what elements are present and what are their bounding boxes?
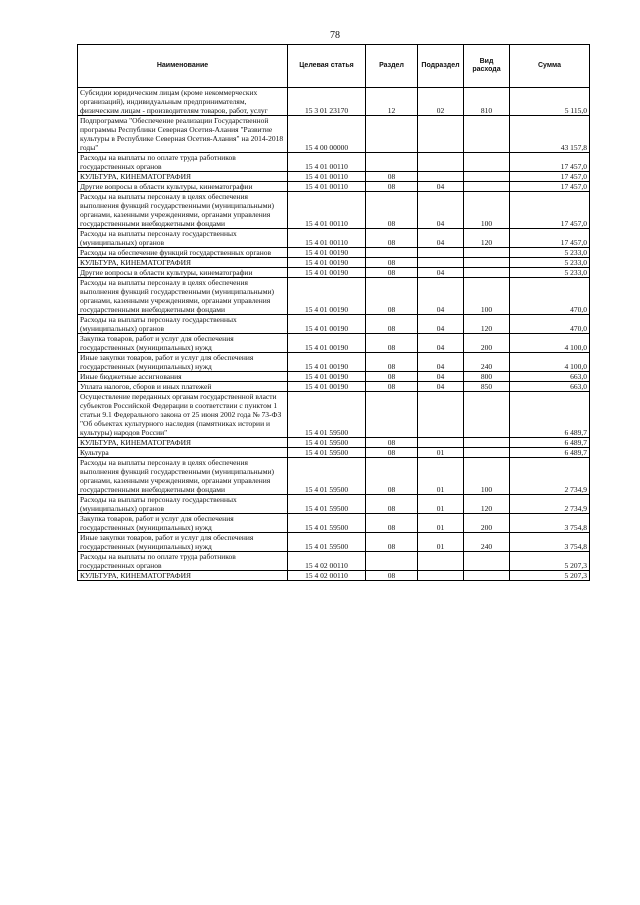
cell-amount: 2 734,9 — [510, 458, 590, 495]
cell-amount: 5 207,3 — [510, 571, 590, 581]
cell-target: 15 4 01 00110 — [288, 172, 366, 182]
cell-expense-type: 200 — [464, 334, 510, 353]
cell-subsection: 04 — [418, 182, 464, 192]
cell-name: Расходы на выплаты персоналу в целях обеспечения выполнения функций государственными (муниципальными) органами, казенными учреждениями, органами управления государственными внебюджетными фондами — [78, 458, 288, 495]
cell-target: 15 4 00 00000 — [288, 116, 366, 153]
budget-table — [77, 44, 590, 581]
cell-target: 15 4 01 00190 — [288, 353, 366, 372]
table-row — [78, 334, 590, 353]
cell-expense-type: 100 — [464, 278, 510, 315]
cell-amount: 470,0 — [510, 315, 590, 334]
cell-amount: 5 233,0 — [510, 248, 590, 258]
cell-name: Осуществление переданных органам государственной власти субъектов Российской Федерации в соответствии с пунктом 1 статьи 9.1 Федерального закона от 25 июня 2002 года № 73-ФЗ "Об объектах культурного наследия (памятниках истории и культуры) народов России" — [78, 392, 288, 438]
cell-subsection: 01 — [418, 514, 464, 533]
cell-section: 08 — [366, 315, 418, 334]
cell-name: Расходы на выплаты персоналу государственных (муниципальных) органов — [78, 229, 288, 248]
cell-expense-type: 850 — [464, 382, 510, 392]
cell-subsection: 04 — [418, 353, 464, 372]
table-row — [78, 353, 590, 372]
cell-name: Расходы на выплаты персоналу в целях обеспечения выполнения функций государственными (муниципальными) органами, казенными учреждениями, органами управления государственными внебюджетными фондами — [78, 192, 288, 229]
cell-amount: 5 233,0 — [510, 258, 590, 268]
cell-expense-type — [464, 552, 510, 571]
cell-section — [366, 248, 418, 258]
cell-name: Культура — [78, 448, 288, 458]
table-row — [78, 458, 590, 495]
cell-target: 15 4 01 59500 — [288, 448, 366, 458]
cell-section: 08 — [366, 514, 418, 533]
cell-name: КУЛЬТУРА, КИНЕМАТОГРАФИЯ — [78, 172, 288, 182]
cell-target: 15 4 01 00190 — [288, 278, 366, 315]
cell-expense-type: 100 — [464, 458, 510, 495]
cell-expense-type: 240 — [464, 353, 510, 372]
cell-target: 15 4 01 00110 — [288, 192, 366, 229]
cell-target: 15 4 01 00190 — [288, 315, 366, 334]
cell-subsection: 04 — [418, 315, 464, 334]
cell-expense-type — [464, 392, 510, 438]
cell-subsection: 04 — [418, 278, 464, 315]
cell-expense-type — [464, 172, 510, 182]
cell-subsection: 04 — [418, 382, 464, 392]
cell-section: 08 — [366, 334, 418, 353]
cell-target: 15 3 01 23170 — [288, 88, 366, 116]
table-row — [78, 382, 590, 392]
cell-expense-type: 240 — [464, 533, 510, 552]
cell-amount: 6 489,7 — [510, 448, 590, 458]
cell-target: 15 4 01 00190 — [288, 268, 366, 278]
cell-name: Другие вопросы в области культуры, кинематографии — [78, 268, 288, 278]
cell-expense-type: 800 — [464, 372, 510, 382]
cell-subsection: 04 — [418, 229, 464, 248]
table-row — [78, 533, 590, 552]
cell-expense-type: 200 — [464, 514, 510, 533]
table-row — [78, 392, 590, 438]
cell-name: Иные бюджетные ассигнования — [78, 372, 288, 382]
cell-section: 08 — [366, 372, 418, 382]
cell-name: Другие вопросы в области культуры, кинематографии — [78, 182, 288, 192]
cell-target: 15 4 01 00190 — [288, 258, 366, 268]
table-row — [78, 258, 590, 268]
table-row — [78, 552, 590, 571]
cell-subsection — [418, 172, 464, 182]
cell-target: 15 4 01 00190 — [288, 334, 366, 353]
header-subsection: Подраздел — [418, 45, 464, 88]
cell-amount: 17 457,0 — [510, 229, 590, 248]
cell-section: 08 — [366, 353, 418, 372]
table-row — [78, 268, 590, 278]
table-row — [78, 571, 590, 581]
cell-target: 15 4 01 00190 — [288, 248, 366, 258]
cell-section: 08 — [366, 172, 418, 182]
table-row — [78, 438, 590, 448]
page-number: 78 — [330, 30, 340, 41]
cell-subsection — [418, 571, 464, 581]
cell-subsection: 04 — [418, 372, 464, 382]
cell-expense-type: 120 — [464, 315, 510, 334]
cell-name: Расходы на выплаты по оплате труда работников государственных органов — [78, 153, 288, 172]
cell-section: 12 — [366, 88, 418, 116]
cell-target: 15 4 01 00110 — [288, 229, 366, 248]
cell-name: КУЛЬТУРА, КИНЕМАТОГРАФИЯ — [78, 438, 288, 448]
cell-section: 08 — [366, 571, 418, 581]
table-row — [78, 153, 590, 172]
cell-subsection — [418, 153, 464, 172]
cell-target: 15 4 01 59500 — [288, 514, 366, 533]
cell-subsection: 01 — [418, 458, 464, 495]
cell-subsection — [418, 248, 464, 258]
cell-target: 15 4 01 59500 — [288, 458, 366, 495]
cell-expense-type — [464, 248, 510, 258]
cell-target: 15 4 01 00190 — [288, 382, 366, 392]
cell-subsection: 04 — [418, 192, 464, 229]
cell-target: 15 4 02 00110 — [288, 552, 366, 571]
cell-amount: 17 457,0 — [510, 172, 590, 182]
cell-section: 08 — [366, 268, 418, 278]
cell-expense-type: 120 — [464, 495, 510, 514]
cell-section: 08 — [366, 382, 418, 392]
cell-name: Закупка товаров, работ и услуг для обеспечения государственных (муниципальных) нужд — [78, 514, 288, 533]
cell-subsection — [418, 392, 464, 438]
cell-name: Расходы на выплаты персоналу в целях обеспечения выполнения функций государственными (муниципальными) органами, казенными учреждениями, органами управления государственными внебюджетными фондами — [78, 278, 288, 315]
cell-section: 08 — [366, 258, 418, 268]
cell-name: Закупка товаров, работ и услуг для обеспечения государственных (муниципальных) нужд — [78, 334, 288, 353]
cell-amount: 17 457,0 — [510, 192, 590, 229]
cell-amount: 17 457,0 — [510, 182, 590, 192]
cell-section: 08 — [366, 278, 418, 315]
cell-target: 15 4 01 59500 — [288, 438, 366, 448]
cell-subsection: 01 — [418, 533, 464, 552]
cell-name: Расходы на выплаты по оплате труда работников государственных органов — [78, 552, 288, 571]
cell-expense-type: 100 — [464, 192, 510, 229]
cell-amount: 663,0 — [510, 372, 590, 382]
table-row — [78, 182, 590, 192]
table-row — [78, 172, 590, 182]
cell-expense-type — [464, 116, 510, 153]
cell-expense-type — [464, 258, 510, 268]
cell-amount: 4 100,0 — [510, 334, 590, 353]
cell-section: 08 — [366, 182, 418, 192]
cell-name: Подпрограмма "Обеспечение реализации Государственной программы Республики Северная Осетия-Алания "Развитие культуры в Республике Северная Осетия-Алания" на 2014-2018 годы" — [78, 116, 288, 153]
cell-name: Расходы на выплаты персоналу государственных (муниципальных) органов — [78, 495, 288, 514]
cell-expense-type — [464, 182, 510, 192]
table-row — [78, 315, 590, 334]
cell-expense-type — [464, 268, 510, 278]
cell-section: 08 — [366, 458, 418, 495]
cell-name: Расходы на обеспечение функций государственных органов — [78, 248, 288, 258]
cell-section — [366, 552, 418, 571]
cell-section: 08 — [366, 438, 418, 448]
cell-target: 15 4 01 00110 — [288, 153, 366, 172]
cell-section — [366, 153, 418, 172]
cell-section: 08 — [366, 192, 418, 229]
cell-section: 08 — [366, 229, 418, 248]
cell-target: 15 4 01 00110 — [288, 182, 366, 192]
cell-expense-type — [464, 438, 510, 448]
cell-amount: 5 233,0 — [510, 268, 590, 278]
cell-name: Уплата налогов, сборов и иных платежей — [78, 382, 288, 392]
cell-amount: 17 457,0 — [510, 153, 590, 172]
cell-amount: 3 754,8 — [510, 514, 590, 533]
cell-target: 15 4 01 00190 — [288, 372, 366, 382]
table-row — [78, 248, 590, 258]
header-target: Целевая статья — [288, 45, 366, 88]
cell-amount: 5 207,3 — [510, 552, 590, 571]
cell-name: Иные закупки товаров, работ и услуг для обеспечения государственных (муниципальных) нужд — [78, 353, 288, 372]
cell-amount: 6 489,7 — [510, 438, 590, 448]
cell-target: 15 4 01 59500 — [288, 392, 366, 438]
header-section: Раздел — [366, 45, 418, 88]
table-row — [78, 229, 590, 248]
cell-name: Расходы на выплаты персоналу государственных (муниципальных) органов — [78, 315, 288, 334]
table-row — [78, 88, 590, 116]
cell-subsection — [418, 552, 464, 571]
cell-section: 08 — [366, 448, 418, 458]
cell-section: 08 — [366, 533, 418, 552]
cell-amount: 2 734,9 — [510, 495, 590, 514]
cell-name: Субсидии юридическим лицам (кроме некоммерческих организаций), индивидуальным предпринимателям, физическим лицам - производителям товаров, работ, услуг — [78, 88, 288, 116]
table-row — [78, 372, 590, 382]
cell-subsection: 02 — [418, 88, 464, 116]
cell-subsection — [418, 258, 464, 268]
cell-expense-type — [464, 448, 510, 458]
cell-subsection: 04 — [418, 268, 464, 278]
cell-section — [366, 116, 418, 153]
cell-amount: 4 100,0 — [510, 353, 590, 372]
cell-amount: 470,0 — [510, 278, 590, 315]
cell-amount: 3 754,8 — [510, 533, 590, 552]
table-row — [78, 192, 590, 229]
cell-section — [366, 392, 418, 438]
cell-amount: 6 489,7 — [510, 392, 590, 438]
cell-subsection: 01 — [418, 448, 464, 458]
header-name: Наименование — [78, 45, 288, 88]
cell-subsection: 04 — [418, 334, 464, 353]
header-amount: Сумма — [510, 45, 590, 88]
table-row — [78, 495, 590, 514]
table-row — [78, 514, 590, 533]
cell-target: 15 4 01 59500 — [288, 495, 366, 514]
cell-amount: 43 157,8 — [510, 116, 590, 153]
cell-target: 15 4 01 59500 — [288, 533, 366, 552]
table-row — [78, 278, 590, 315]
cell-amount: 663,0 — [510, 382, 590, 392]
cell-amount: 5 115,0 — [510, 88, 590, 116]
cell-expense-type: 810 — [464, 88, 510, 116]
cell-expense-type: 120 — [464, 229, 510, 248]
cell-expense-type — [464, 571, 510, 581]
header-expense-type: Вид расхода — [464, 45, 510, 88]
cell-name: КУЛЬТУРА, КИНЕМАТОГРАФИЯ — [78, 571, 288, 581]
cell-subsection — [418, 438, 464, 448]
cell-subsection: 01 — [418, 495, 464, 514]
table-row — [78, 448, 590, 458]
cell-target: 15 4 02 00110 — [288, 571, 366, 581]
table-row — [78, 116, 590, 153]
cell-expense-type — [464, 153, 510, 172]
cell-section: 08 — [366, 495, 418, 514]
table-header-row — [78, 45, 590, 88]
cell-name: Иные закупки товаров, работ и услуг для обеспечения государственных (муниципальных) нужд — [78, 533, 288, 552]
cell-name: КУЛЬТУРА, КИНЕМАТОГРАФИЯ — [78, 258, 288, 268]
cell-subsection — [418, 116, 464, 153]
